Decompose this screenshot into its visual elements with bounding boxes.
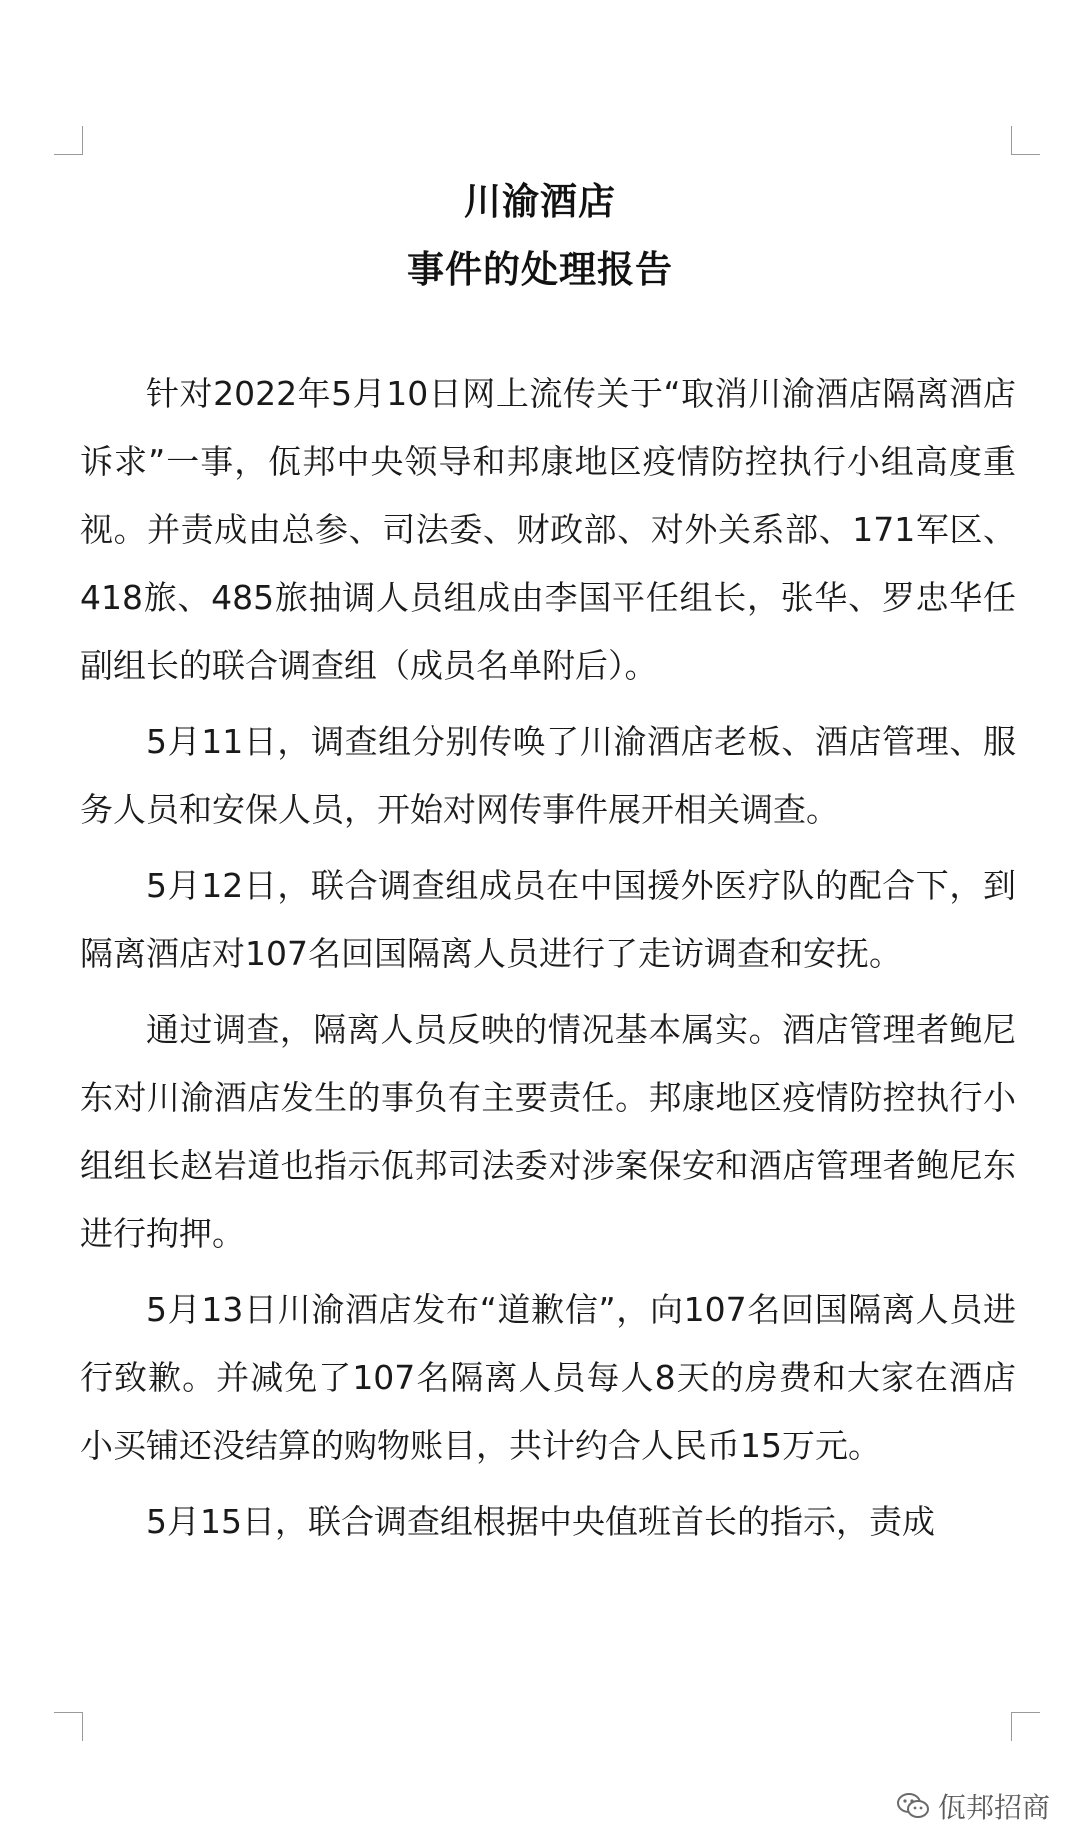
paragraph: 5月13日川渝酒店发布“道歉信”，向107名回国隔离人员进行致歉。并减免了107名隔离人员每人8天的房费和大家在酒店小买铺还没结算的购物账目，共计约合人民币15万元。 xyxy=(80,1290,1016,1465)
paragraph: 5月12日，联合调查组成员在中国援外医疗队的配合下，到隔离酒店对107名回国隔离人员进行了走访调查和安抚。 xyxy=(80,866,1016,973)
wechat-icon xyxy=(896,1791,930,1821)
watermark-text: 佤邦招商 xyxy=(937,1791,1050,1824)
crop-mark-bottom-left xyxy=(54,1712,83,1741)
paragraph: 针对2022年5月10日网上流传关于“取消川渝酒店隔离酒店诉求”一事，佤邦中央领导和邦康地区疫情防控执行小组高度重视。并责成由总参、司法委、财政部、对外关系部、171军区、418旅、485旅抽调人员组成由李国平任组长，张华、罗忠华任副组长的联合调查组（成员名单附后）。 xyxy=(80,374,1016,685)
crop-mark-bottom-right xyxy=(1011,1712,1040,1741)
document-title xyxy=(0,168,1080,304)
watermark xyxy=(896,1786,1050,1826)
document-body xyxy=(80,360,1016,1564)
crop-mark-top-right xyxy=(1011,126,1040,155)
paragraph: 5月15日，联合调查组根据中央值班首长的指示，责成 xyxy=(146,1502,935,1541)
crop-mark-top-left xyxy=(54,126,83,155)
paragraph: 5月11日，调查组分别传唤了川渝酒店老板、酒店管理、服务人员和安保人员，开始对网传事件展开相关调查。 xyxy=(80,722,1016,829)
title-line-1: 川渝酒店 xyxy=(464,180,616,223)
title-line-2: 事件的处理报告 xyxy=(407,248,673,291)
paragraph: 通过调查，隔离人员反映的情况基本属实。酒店管理者鲍尼东对川渝酒店发生的事负有主要责任。邦康地区疫情防控执行小组组长赵岩道也指示佤邦司法委对涉案保安和酒店管理者鲍尼东进行拘押。 xyxy=(80,1010,1016,1253)
